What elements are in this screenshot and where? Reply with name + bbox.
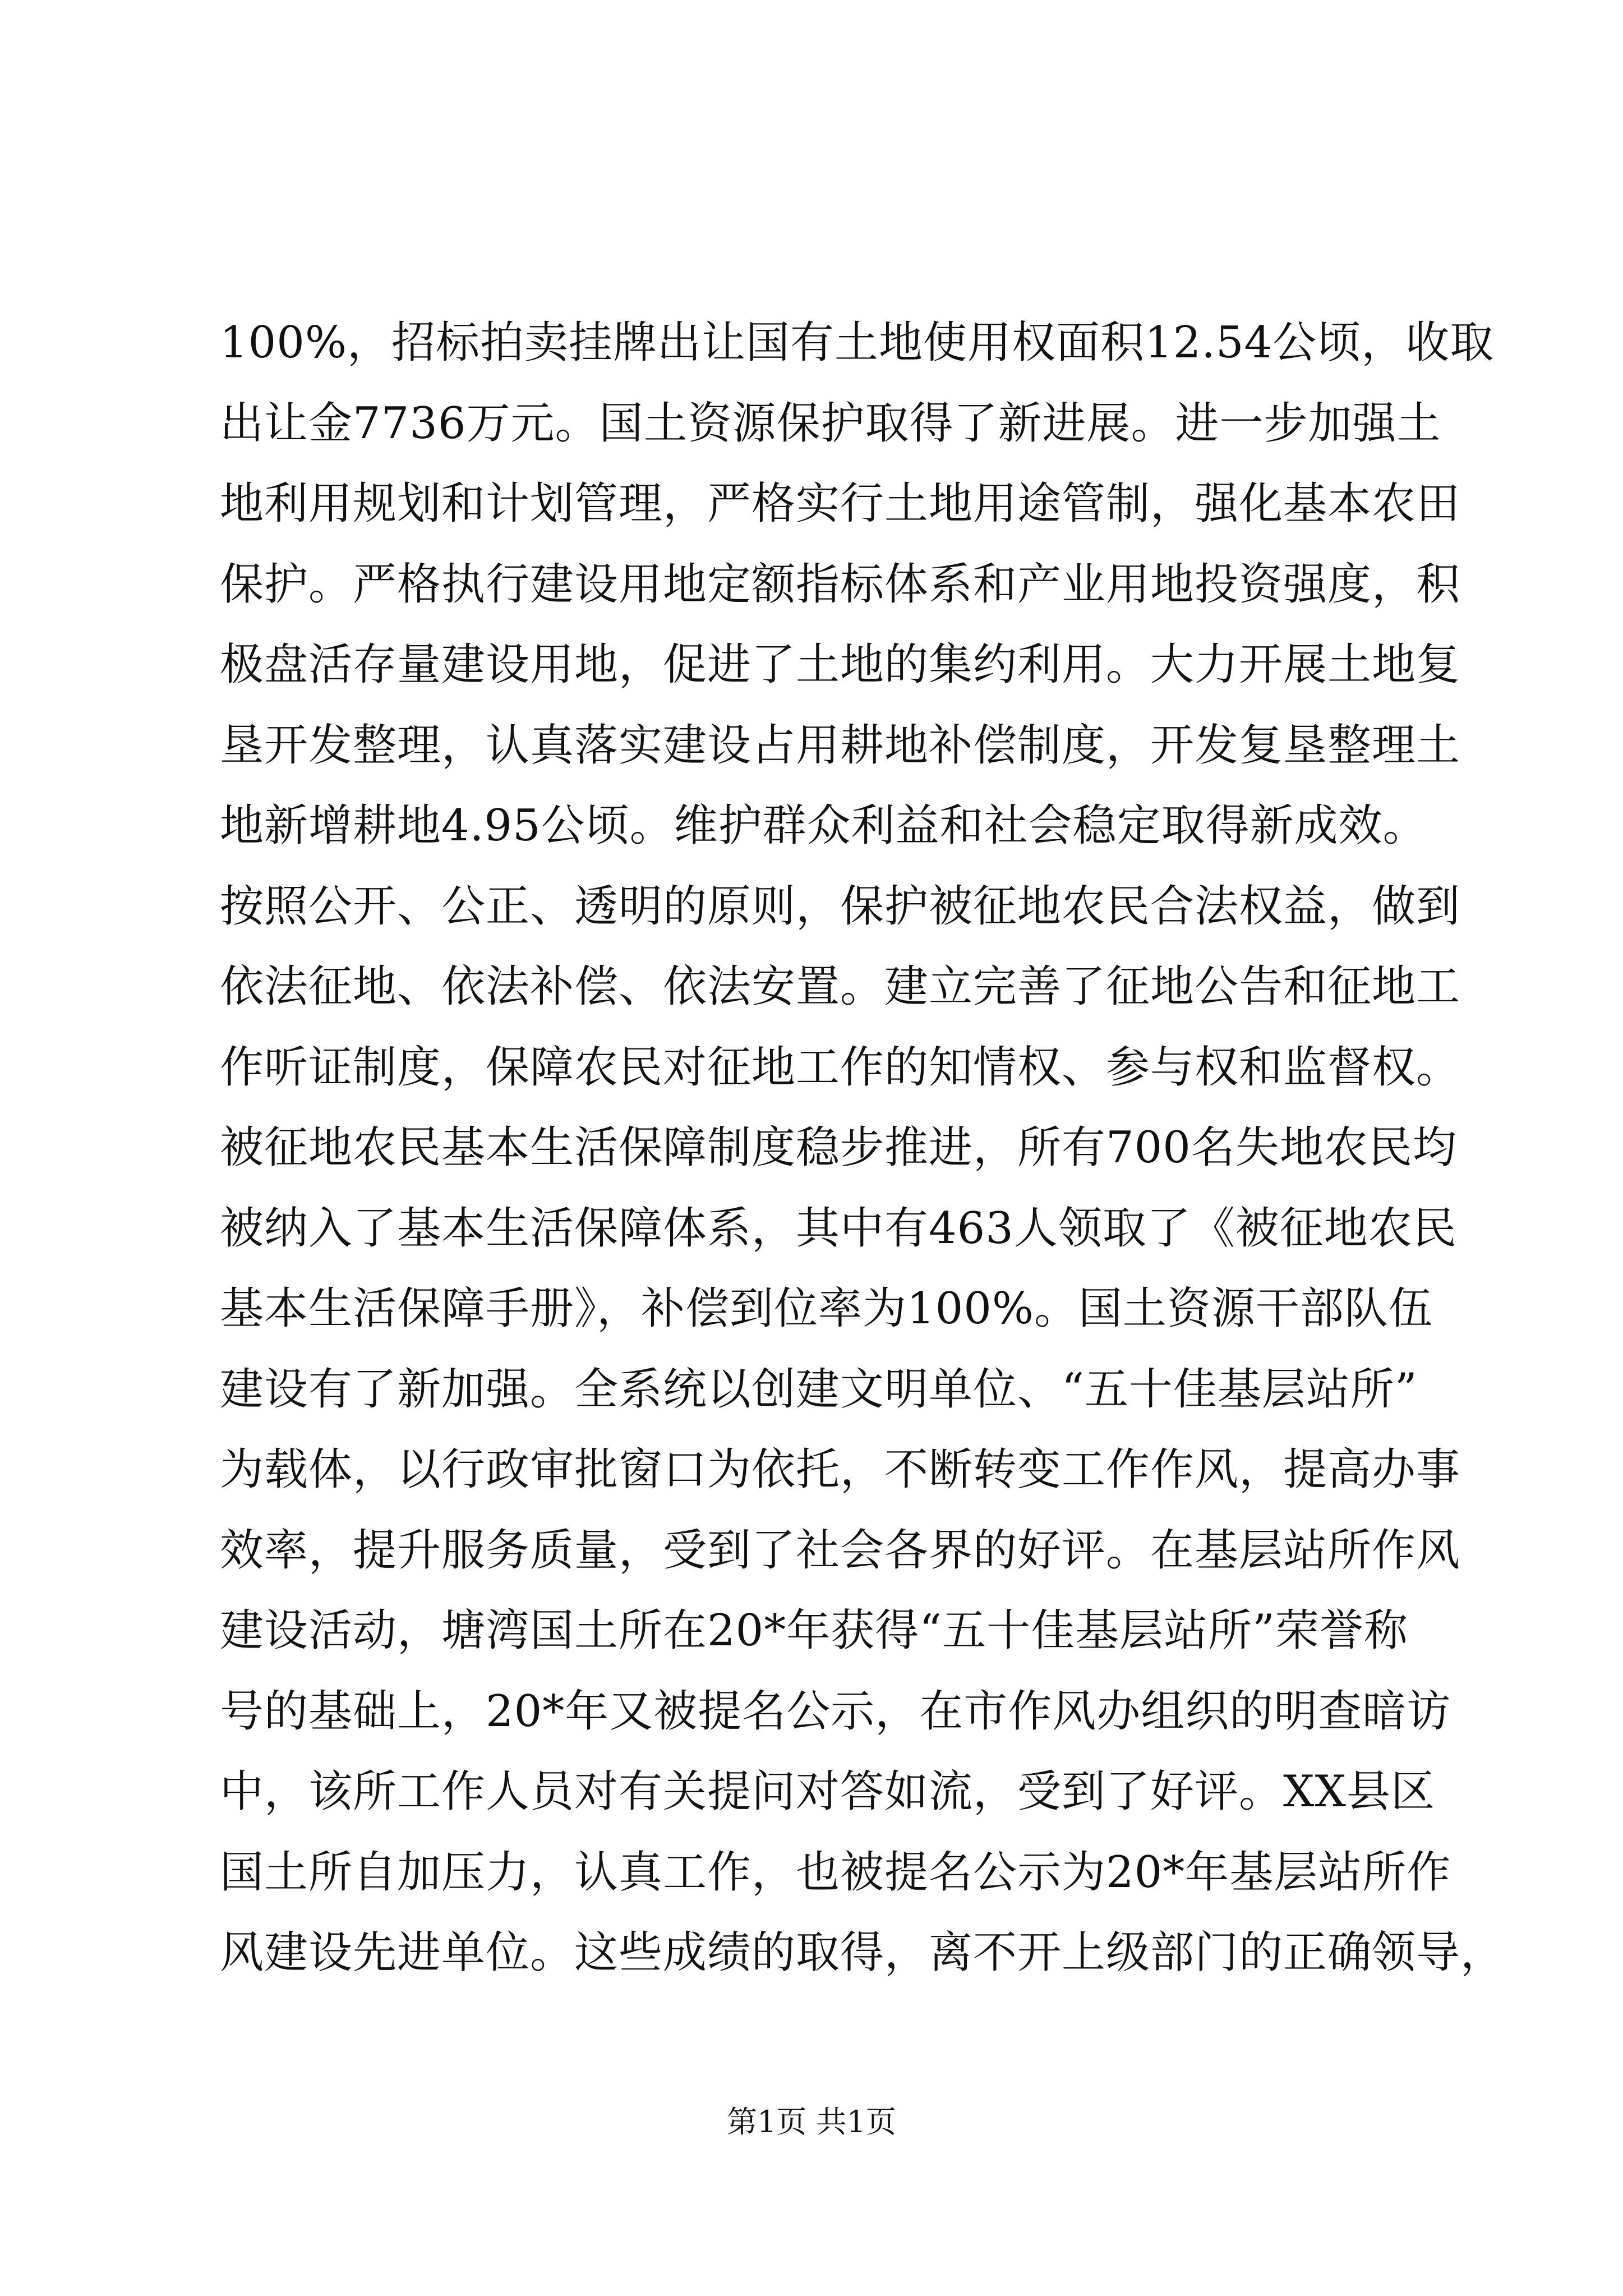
text-line: 100%，招标拍卖挂牌出让国有土地使用权面积12.54公顷，收取 (220, 318, 1495, 368)
text-line: 效率，提升服务质量，受到了社会各界的好评。在基层站所作风 (220, 1525, 1461, 1576)
text-line: 基本生活保障手册》，补偿到位率为100%。国土资源干部队伍 (220, 1283, 1433, 1334)
text-line: 作听证制度，保障农民对征地工作的知情权、参与权和监督权。 (220, 1042, 1461, 1093)
text-line: 被纳入了基本生活保障体系，其中有463人领取了《被征地农民 (220, 1203, 1457, 1254)
body-text (220, 303, 1505, 1994)
text-line: 风建设先进单位。这些成绩的取得，离不开上级部门的正确领导， (220, 1927, 1505, 1978)
text-line: 地利用规划和计划管理，严格实行土地用途管制，强化基本农田 (220, 478, 1461, 529)
text-line: 号的基础上，20*年又被提名公示，在市作风办组织的明查暗访 (220, 1686, 1451, 1737)
text-line: 极盘活存量建设用地，促进了土地的集约利用。大力开展土地复 (220, 639, 1461, 690)
text-line: 被征地农民基本生活保障制度稳步推进，所有700名失地农民均 (220, 1122, 1457, 1173)
text-line: 建设有了新加强。全系统以创建文明单位、“五十佳基层站所” (220, 1364, 1418, 1415)
text-line: 为载体，以行政审批窗口为依托，不断转变工作作风，提高办事 (220, 1444, 1461, 1495)
page-footer: 第1页 共1页 (727, 2104, 896, 2139)
text-line: 中，该所工作人员对有关提问对答如流，受到了好评。XX县区 (220, 1766, 1436, 1817)
text-line: 地新增耕地4.95公顷。维护群众利益和社会稳定取得新成效。 (220, 800, 1427, 851)
text-line: 按照公开、公正、透明的原则，保护被征地农民合法权益，做到 (220, 881, 1461, 932)
text-line: 国土所自加压力，认真工作，也被提名公示为20*年基层站所作 (220, 1847, 1451, 1898)
text-line: 依法征地、依法补偿、依法安置。建立完善了征地公告和征地工 (220, 961, 1461, 1012)
text-line: 出让金7736万元。国土资源保护取得了新进展。进一步加强土 (220, 398, 1441, 449)
text-line: 建设活动，塘湾国土所在20*年获得“五十佳基层站所”荣誉称 (220, 1605, 1409, 1656)
text-line: 保护。严格执行建设用地定额指标体系和产业用地投资强度，积 (220, 559, 1461, 610)
text-line: 垦开发整理，认真落实建设占用耕地补偿制度，开发复垦整理土 (220, 720, 1461, 771)
